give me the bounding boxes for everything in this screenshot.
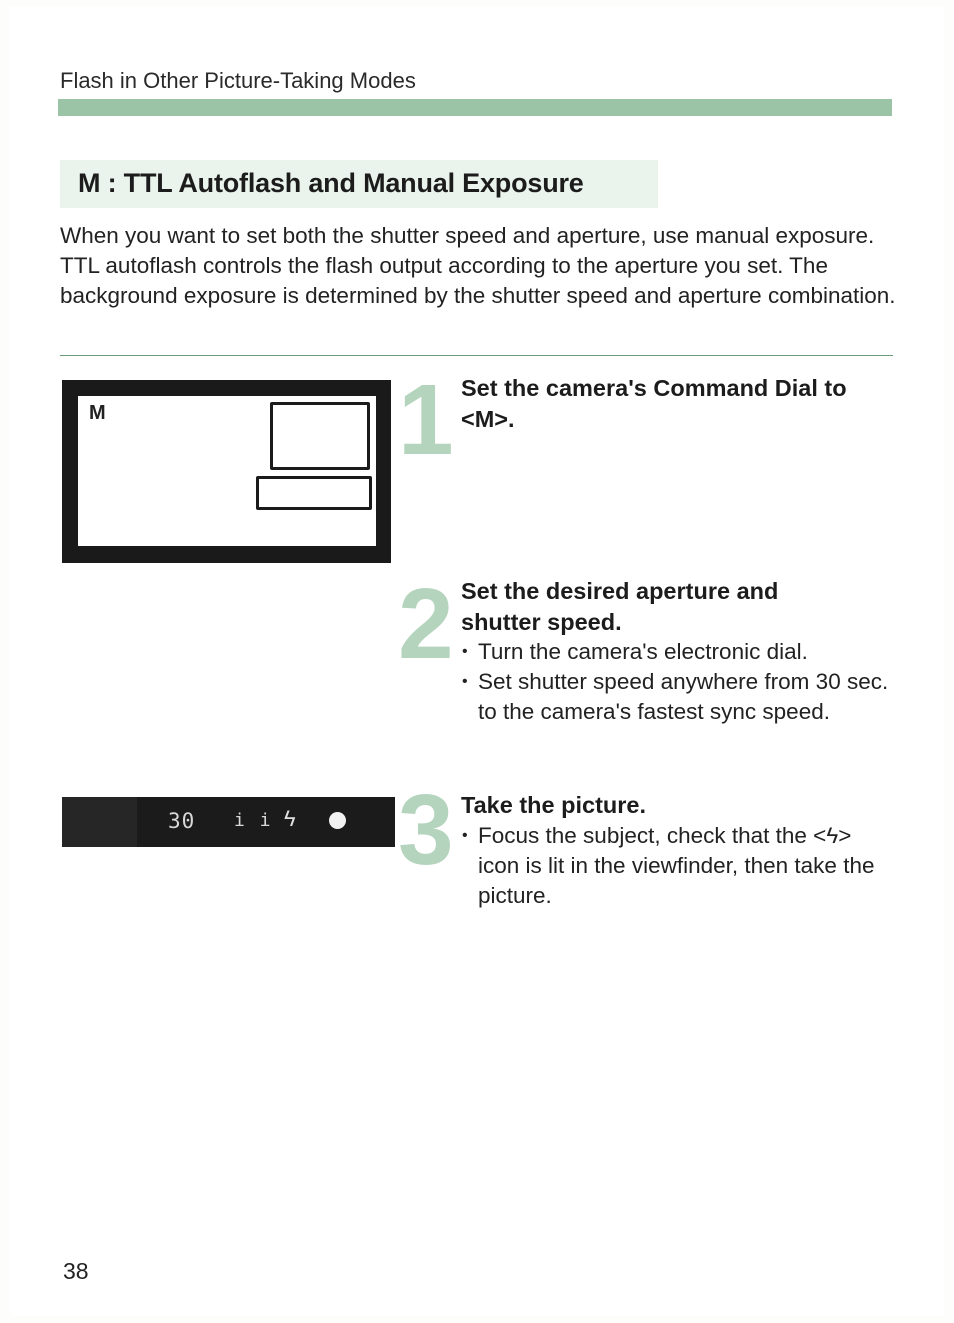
bullet-item: • Set shutter speed anywhere from 30 sec. to the camera's fastest sync speed.	[461, 667, 891, 727]
viewfinder-strip-left	[62, 797, 137, 847]
flash-icon: ϟ	[284, 806, 296, 831]
viewfinder-shutter-readout: 30	[168, 809, 196, 833]
lcd-shutter-display-box	[270, 402, 370, 470]
header-accent-bar	[58, 99, 892, 116]
section-title: M : TTL Autoflash and Manual Exposure	[78, 168, 584, 198]
step-number: 1	[398, 364, 454, 476]
step-bullet-list	[461, 637, 891, 727]
page-number: 38	[63, 1258, 89, 1284]
focus-confirmation-icon	[329, 812, 346, 829]
intro-paragraph: When you want to set both the shutter speed and aperture, use manual exposure. TTL autoflash controls the flash output according to the aperture you set. The background exposure is determined by the shutter speed and aperture combination.	[60, 223, 896, 308]
lcd-mode-indicator: M	[89, 402, 106, 424]
step-heading: Set the desired aperture and shutter speed.	[461, 578, 779, 635]
lcd-aperture-display-box	[256, 476, 372, 510]
section-divider	[60, 355, 893, 356]
bullet-item: • Turn the camera's electronic dial.	[461, 637, 891, 667]
step-bullet-list	[461, 821, 891, 911]
step-heading: Set the camera's Command Dial to <M>.	[461, 375, 847, 432]
step-number: 2	[398, 568, 454, 680]
running-header: Flash in Other Picture-Taking Modes	[60, 68, 416, 93]
step-heading: Take the picture.	[461, 792, 647, 818]
step-number: 3	[398, 774, 454, 886]
viewfinder-aperture-readout: i i	[234, 810, 273, 831]
bullet-item: • Focus the subject, check that the <ϟ> icon is lit in the viewfinder, then take the picture.	[461, 821, 891, 911]
